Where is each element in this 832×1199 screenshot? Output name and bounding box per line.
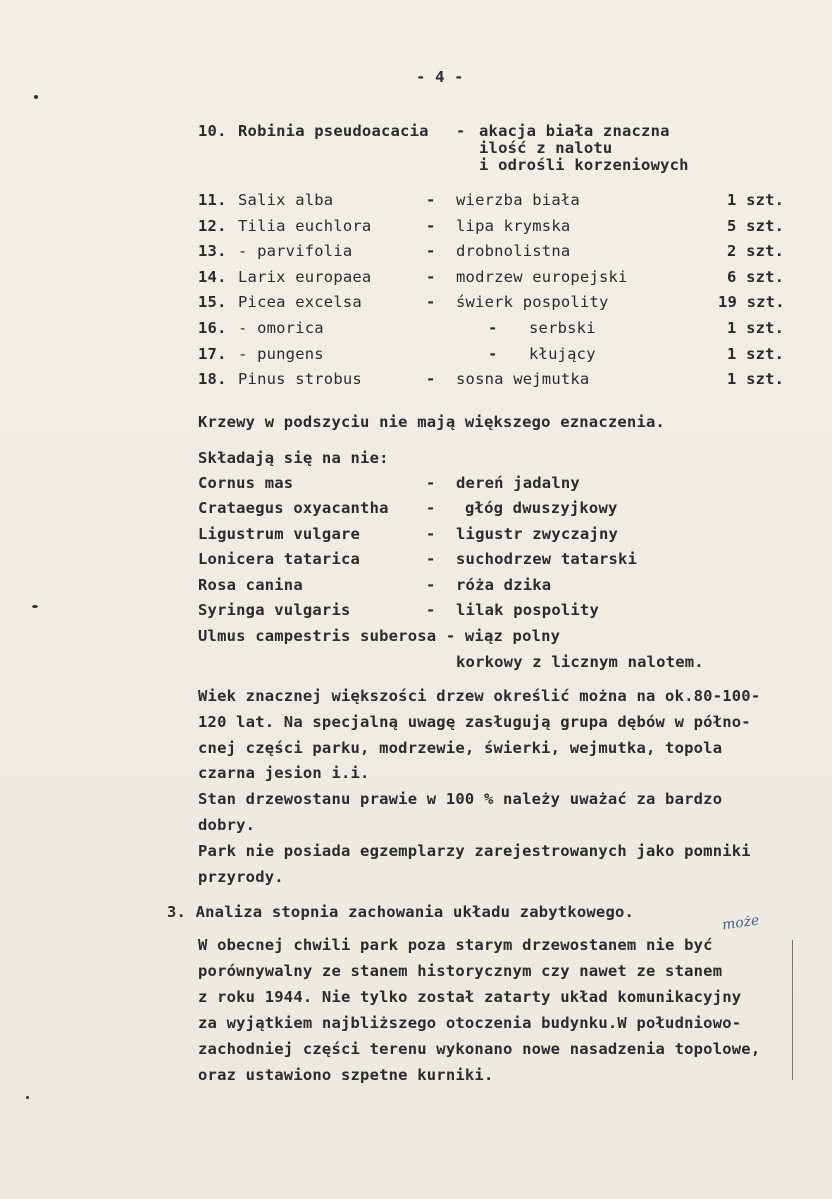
paragraph-line: cnej części parku, modrzewie, świerki, wejmutka, topola xyxy=(198,739,723,757)
shrub-polish: lilak pospolity xyxy=(456,601,599,619)
tree-latin: Larix europaea xyxy=(238,268,372,286)
paragraph-line: Stan drzewostanu prawie w 100 % należy uważać za bardzo xyxy=(198,790,723,808)
margin-mark xyxy=(26,1096,29,1099)
shrub-latin: Ligustrum vulgare xyxy=(198,525,361,543)
tree-dash: - xyxy=(488,345,498,363)
tree-count: 2 szt. xyxy=(727,242,785,260)
robinia-polish-2: ilość z nalotu xyxy=(479,139,613,157)
robinia-polish-1: akacja biała znaczna xyxy=(479,122,670,140)
paragraph-line: przyrody. xyxy=(198,868,284,886)
robinia-latin: Robinia pseudoacacia xyxy=(238,122,429,140)
tree-count: 1 szt. xyxy=(727,319,785,337)
margin-mark xyxy=(32,605,38,608)
tree-number: 17. xyxy=(198,345,227,363)
tree-dash: - xyxy=(426,191,436,209)
tree-latin: Pinus strobus xyxy=(238,370,362,388)
shrub-dash: - xyxy=(426,601,436,619)
tree-latin: - parvifolia xyxy=(238,242,353,260)
tree-polish: kłujący xyxy=(529,345,596,363)
shrub-latin: Cornus mas xyxy=(198,474,294,492)
tree-polish: lipa krymska xyxy=(456,217,571,235)
margin-line xyxy=(792,940,793,1080)
paragraph-line: oraz ustawiono szpetne kurniki. xyxy=(198,1066,494,1084)
robinia-number: 10. xyxy=(198,122,227,140)
paragraph-line: porównywalny ze stanem historycznym czy nawet ze stanem xyxy=(198,962,723,980)
tree-polish: serbski xyxy=(529,319,596,337)
ulmus-continuation: korkowy z licznym nalotem. xyxy=(456,653,704,671)
tree-dash: - xyxy=(426,242,436,260)
tree-latin: Salix alba xyxy=(238,191,334,209)
tree-polish: modrzew europejski xyxy=(456,268,628,286)
tree-count: 1 szt. xyxy=(727,370,785,388)
paragraph-line: czarna jesion i.i. xyxy=(198,764,370,782)
tree-count: 6 szt. xyxy=(727,268,785,286)
shrub-dash: - xyxy=(426,499,436,517)
robinia-polish-3: i odrośli korzeniowych xyxy=(479,156,689,174)
tree-number: 11. xyxy=(198,191,227,209)
tree-polish: wierzba biała xyxy=(456,191,580,209)
tree-polish: drobnolistna xyxy=(456,242,571,260)
paragraph-line: Park nie posiada egzemplarzy zarejestrowanych jako pomniki xyxy=(198,842,751,860)
shrub-dash: - xyxy=(426,525,436,543)
ulmus-line: Ulmus campestris suberosa - wiąz polny xyxy=(198,627,561,645)
shrubs-heading: Krzewy w podszyciu nie mają większego eznaczenia. xyxy=(198,413,666,431)
shrub-polish: głóg dwuszyjkowy xyxy=(465,499,618,517)
shrub-latin: Crataegus oxyacantha xyxy=(198,499,389,517)
tree-number: 15. xyxy=(198,293,227,311)
shrub-latin: Syringa vulgaris xyxy=(198,601,351,619)
shrub-polish: róża dzika xyxy=(456,576,552,594)
paragraph-line: z roku 1944. Nie tylko został zatarty układ komunikacyjny xyxy=(198,988,742,1006)
shrub-dash: - xyxy=(426,550,436,568)
tree-count: 1 szt. xyxy=(727,191,785,209)
tree-count: 1 szt. xyxy=(727,345,785,363)
tree-count: 5 szt. xyxy=(727,217,785,235)
tree-number: 12. xyxy=(198,217,227,235)
page-number: - 4 - xyxy=(416,68,464,86)
tree-latin: Picea excelsa xyxy=(238,293,362,311)
paragraph-line: W obecnej chwili park poza starym drzewostanem nie być xyxy=(198,936,713,954)
tree-latin: - pungens xyxy=(238,345,324,363)
shrubs-intro: Składają się na nie: xyxy=(198,449,389,467)
tree-dash: - xyxy=(426,293,436,311)
section-3-title: 3. Analiza stopnia zachowania układu zabytkowego. xyxy=(167,903,635,921)
shrub-polish: dereń jadalny xyxy=(456,474,580,492)
handwritten-note: może xyxy=(721,912,761,934)
tree-polish: sosna wejmutka xyxy=(456,370,590,388)
paragraph-line: 120 lat. Na specjalną uwagę zasługują grupa dębów w półno- xyxy=(198,713,751,731)
tree-count: 19 szt. xyxy=(718,293,785,311)
tree-dash: - xyxy=(426,370,436,388)
paragraph-line: za wyjątkiem najbliższego otoczenia budynku.W południowo- xyxy=(198,1014,742,1032)
shrub-dash: - xyxy=(426,474,436,492)
shrub-latin: Lonicera tatarica xyxy=(198,550,361,568)
tree-polish: świerk pospolity xyxy=(456,293,609,311)
shrub-latin: Rosa canina xyxy=(198,576,303,594)
shrub-polish: ligustr zwyczajny xyxy=(456,525,619,543)
paragraph-line: zachodniej części terenu wykonano nowe nasadzenia topolowe, xyxy=(198,1040,761,1058)
tree-number: 16. xyxy=(198,319,227,337)
tree-dash: - xyxy=(426,268,436,286)
robinia-dash: - xyxy=(456,122,466,140)
tree-dash: - xyxy=(488,319,498,337)
tree-number: 14. xyxy=(198,268,227,286)
paragraph-line: Wiek znacznej większości drzew określić można na ok.80-100- xyxy=(198,687,761,705)
margin-mark xyxy=(34,95,38,99)
tree-latin: Tilia euchlora xyxy=(238,217,372,235)
tree-latin: - omorica xyxy=(238,319,324,337)
tree-dash: - xyxy=(426,217,436,235)
shrub-dash: - xyxy=(426,576,436,594)
tree-number: 13. xyxy=(198,242,227,260)
tree-number: 18. xyxy=(198,370,227,388)
shrub-polish: suchodrzew tatarski xyxy=(456,550,638,568)
paragraph-line: dobry. xyxy=(198,816,256,834)
